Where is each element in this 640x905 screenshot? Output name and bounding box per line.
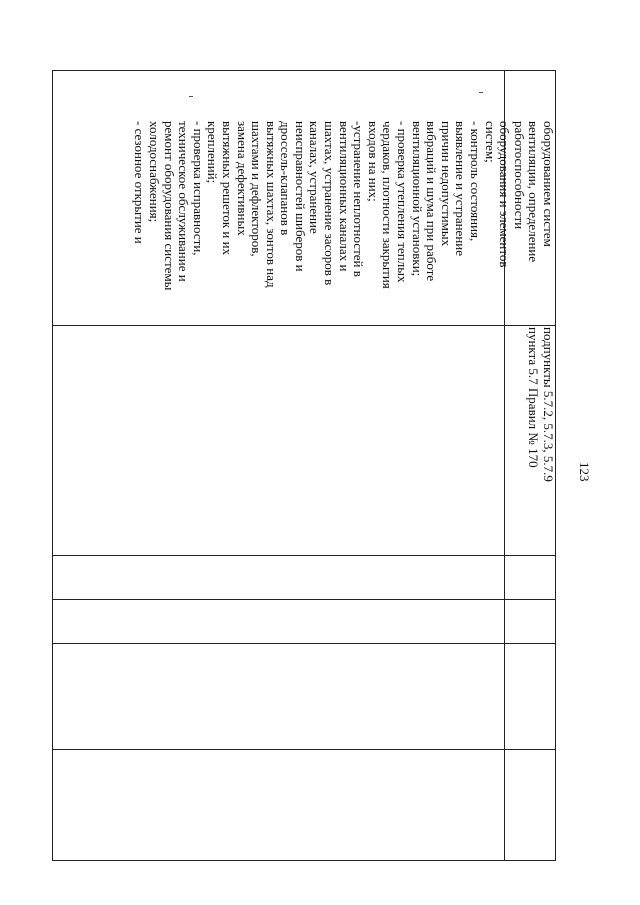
description-line: - проверка исправности, xyxy=(190,121,206,256)
description-line: -устранение неплотностей в xyxy=(351,121,367,277)
description-line: выявление и устранение xyxy=(453,121,469,257)
stray-mark xyxy=(479,92,483,93)
page-number: 123 xyxy=(577,462,592,482)
stray-mark xyxy=(189,96,193,97)
description-line: холодоснабжения; xyxy=(146,121,162,223)
row-divider xyxy=(53,643,555,644)
description-cell xyxy=(132,121,555,371)
description-line: - проверка утепления теплых xyxy=(395,121,411,283)
description-line: каналах, устранение xyxy=(307,121,323,234)
description-line: вытяжных решеток и их xyxy=(219,121,235,256)
reference-line: подпункты 5.7.2, 5.7.3, 5.7.9 xyxy=(541,327,556,482)
description-line: чердаков, плотности закрытия xyxy=(380,121,396,289)
description-line: неисправностей шиберов и xyxy=(292,121,308,272)
description-line: - контроль состояния, xyxy=(468,121,484,242)
description-line: дроссель-клапанов в xyxy=(278,121,294,236)
description-line: замена дефективных xyxy=(234,121,250,236)
description-line: ремонт оборудования системы xyxy=(161,121,177,291)
description-line: вибраций и шума при работе xyxy=(424,121,440,282)
row-divider xyxy=(53,599,555,600)
description-line: вентиляционных каналах и xyxy=(336,121,352,272)
description-line: шахтах, устранение засоров в xyxy=(322,121,338,286)
description-line: - сезонное открытие и xyxy=(132,121,148,244)
description-line: вентиляции, определение xyxy=(526,121,542,263)
description-line: вытяжных шахтах, зонтов над xyxy=(263,121,279,288)
description-line: входов на них; xyxy=(365,121,381,202)
row-divider xyxy=(53,555,555,556)
description-line: креплений; xyxy=(205,121,221,184)
description-line: вентиляционной установки; xyxy=(409,121,425,277)
description-line: работоспособности xyxy=(511,121,527,230)
row-divider xyxy=(53,749,555,750)
reference-cell xyxy=(526,327,555,553)
description-line: систем; xyxy=(482,121,498,163)
description-line: причин недопустимых xyxy=(438,121,454,247)
description-line: оборудования и элементов xyxy=(497,121,513,268)
reference-line: пункта 5.7 Правил № 170 xyxy=(526,327,542,468)
table-frame xyxy=(52,70,556,861)
description-line: шахтами и дефлекторов, xyxy=(249,121,265,257)
description-line: оборудованием систем xyxy=(541,121,556,247)
description-line: техническое обслуживание и xyxy=(176,121,192,282)
